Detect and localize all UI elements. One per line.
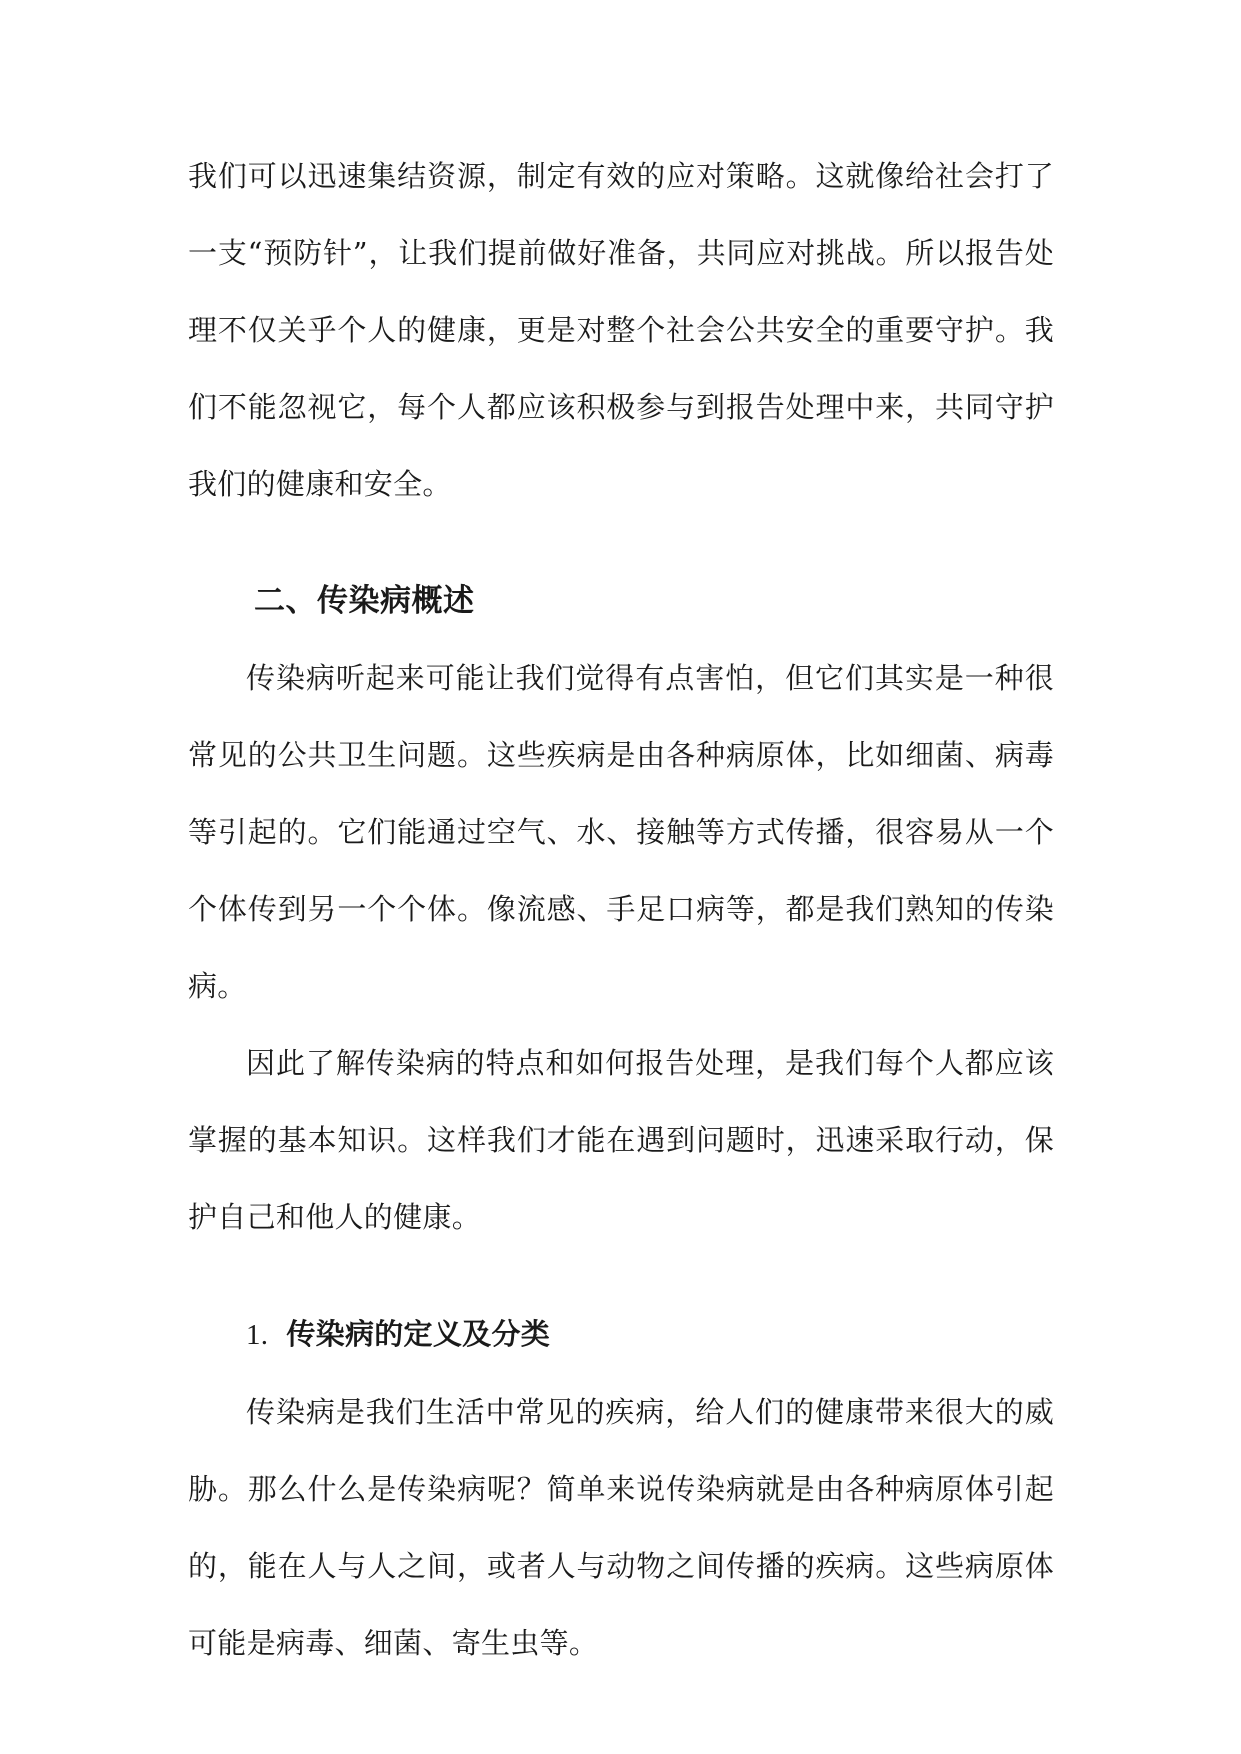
definition-paragraph: 传染病是我们生活中常见的疾病，给人们的健康带来很大的威胁。那么什么是传染病呢？简单来说传染病就是由各种病原体引起的，能在人与人之间，或者人与动物之间传播的疾病。这些病原体可能是病毒、细菌、寄生虫等。 xyxy=(188,1395,1054,1660)
overview-paragraph-2: 因此了解传染病的特点和如何报告处理，是我们每个人都应该掌握的基本知识。这样我们才能在遇到问题时，迅速采取行动，保护自己和他人的健康。 xyxy=(188,1046,1054,1234)
subsection-number: 1. xyxy=(246,1319,269,1351)
subsection-heading xyxy=(188,1296,1054,1374)
document-body xyxy=(188,138,1054,1682)
section-heading: 二、传染病概述 xyxy=(254,583,475,619)
subsection-title: 传染病的定义及分类 xyxy=(286,1317,551,1351)
overview-paragraph-1: 传染病听起来可能让我们觉得有点害怕，但它们其实是一种很常见的公共卫生问题。这些疾病是由各种病原体，比如细菌、病毒等引起的。它们能通过空气、水、接触等方式传播，很容易从一个个体传到另一个个体。像流感、手足口病等，都是我们熟知的传染病。 xyxy=(188,661,1054,1003)
subsection-spacer xyxy=(188,1256,1054,1296)
section-spacer xyxy=(188,523,1054,563)
intro-paragraph: 我们可以迅速集结资源，制定有效的应对策略。这就像给社会打了一支“预防针”，让我们提前做好准备，共同应对挑战。所以报告处理不仅关乎个人的健康，更是对整个社会公共安全的重要守护。我们不能忽视它，每个人都应该积极参与到报告处理中来，共同守护我们的健康和安全。 xyxy=(188,159,1054,501)
